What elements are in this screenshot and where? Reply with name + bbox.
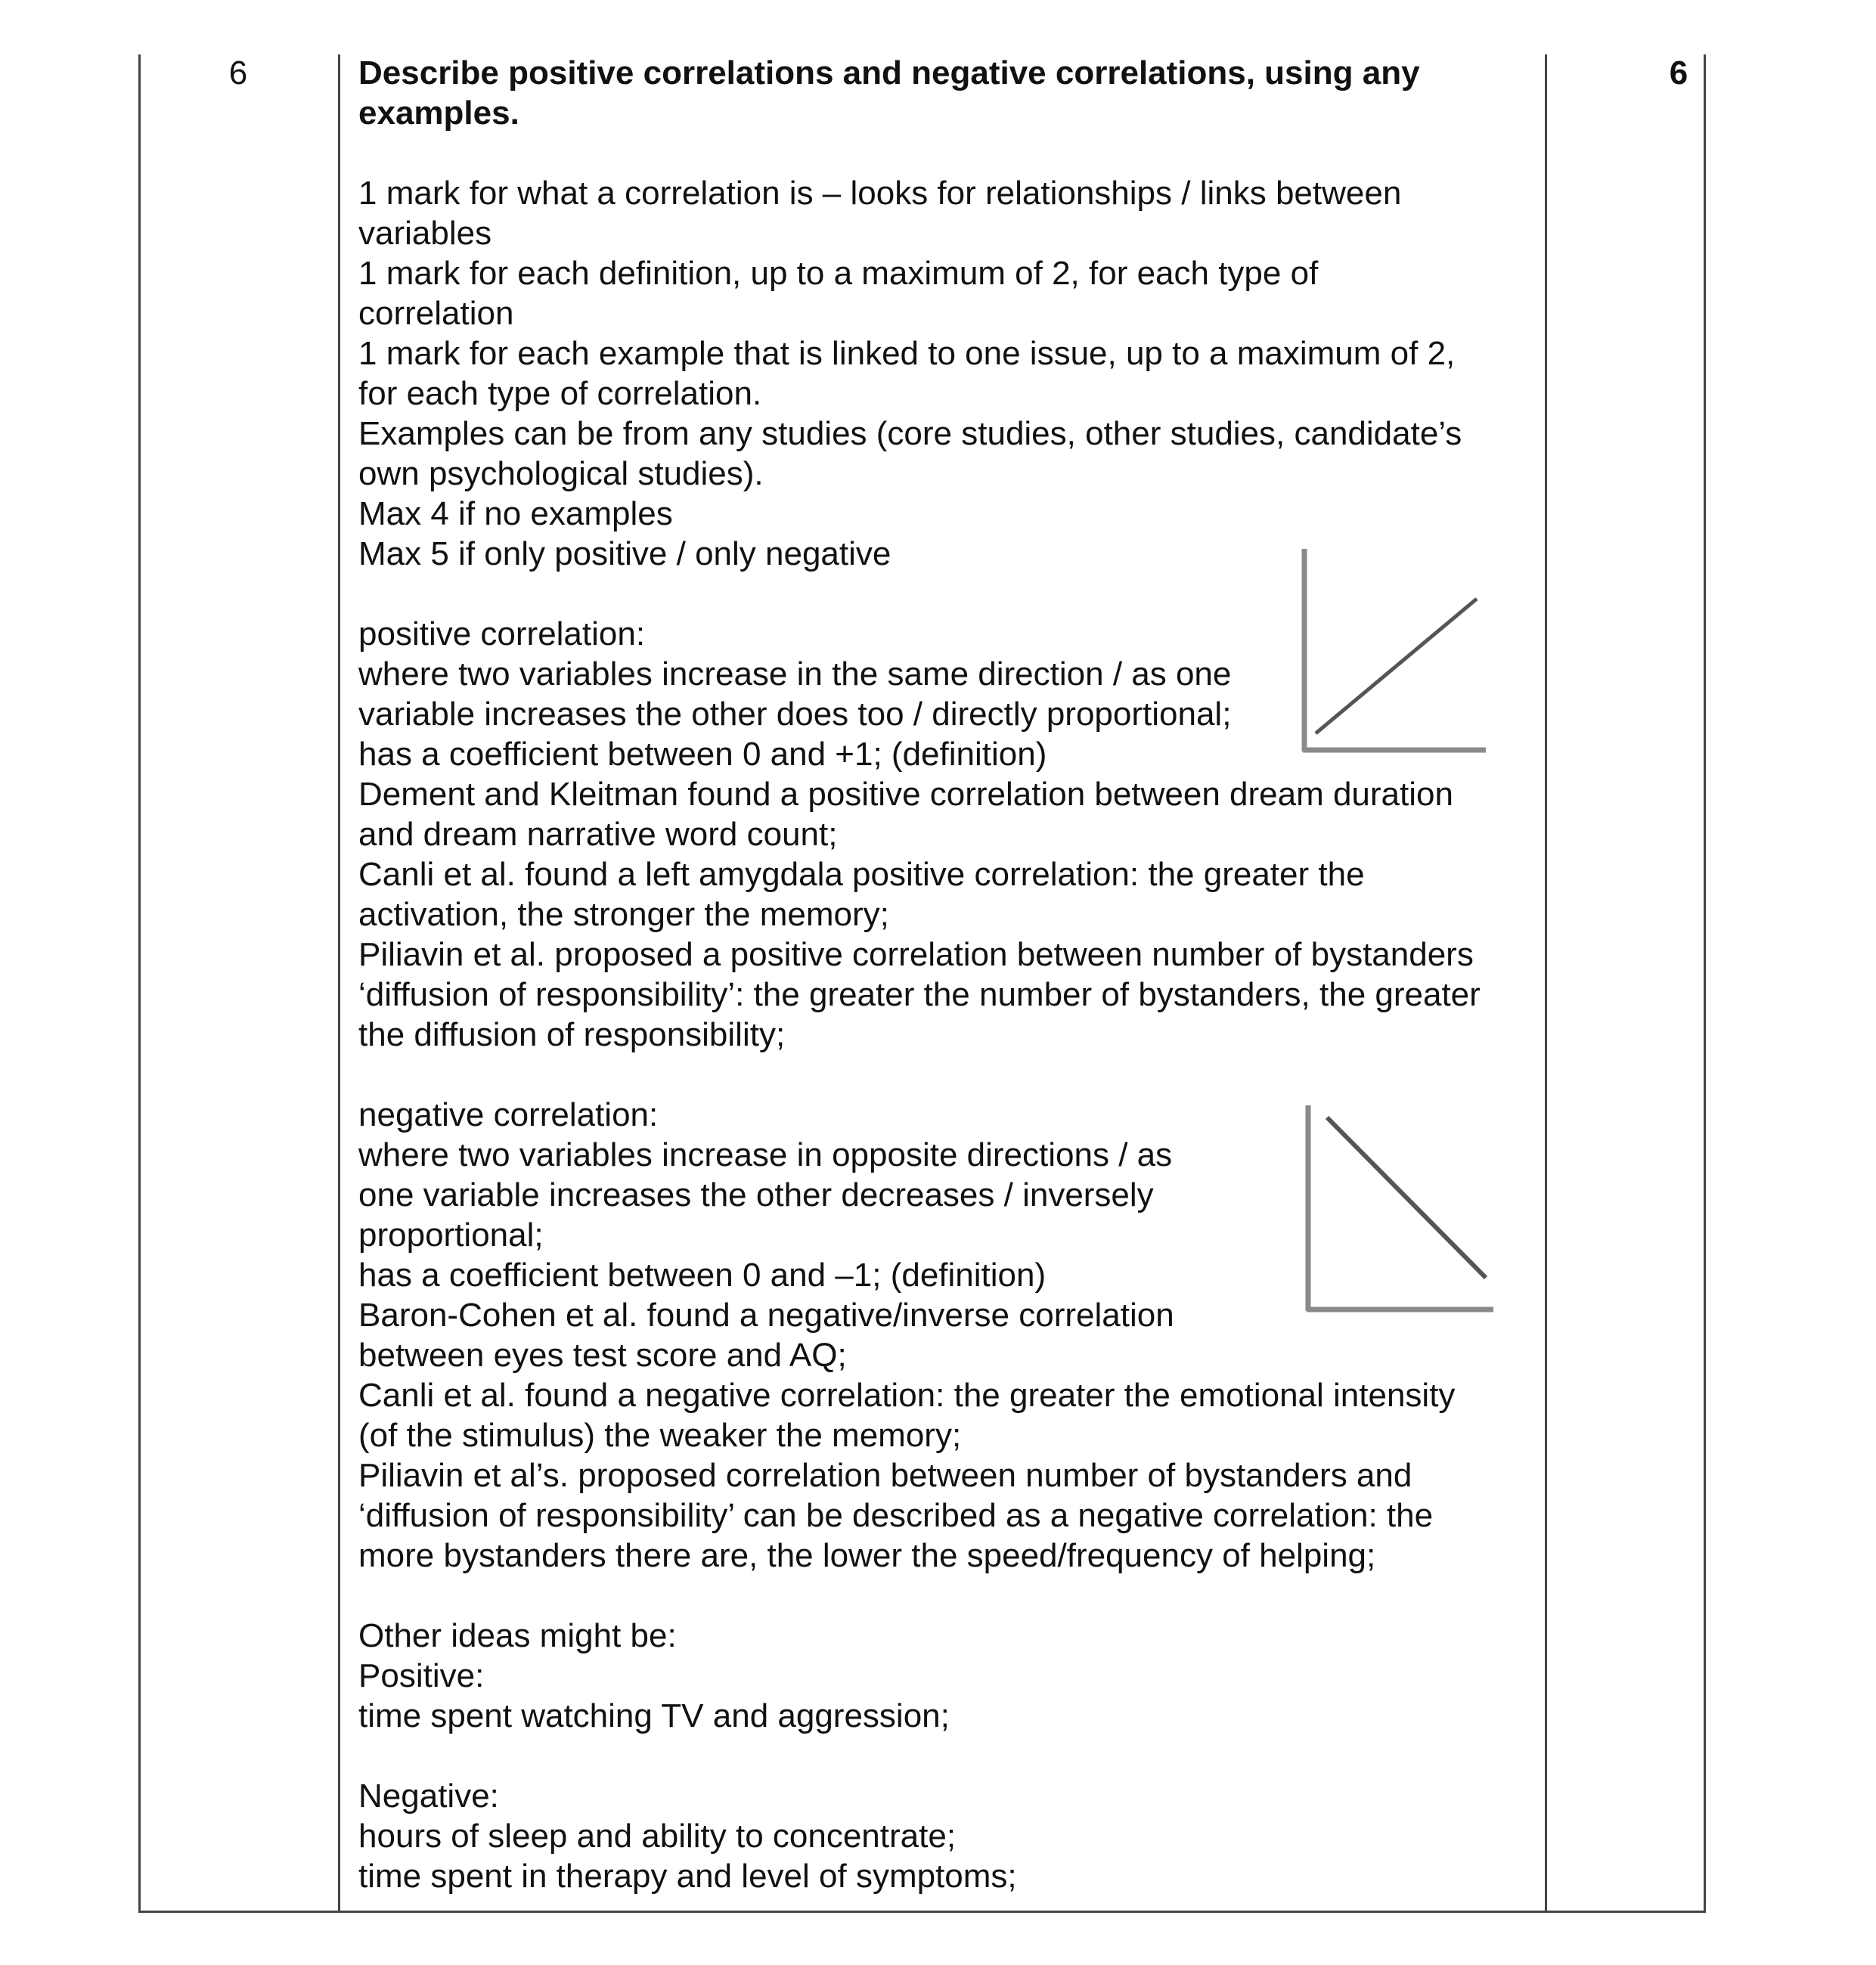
mark-scheme-line: 1 mark for each example that is linked to one issue, up to a maximum of 2,: [358, 335, 1456, 372]
table-border-bottom: [138, 1911, 1706, 1913]
negative-line: Baron-Cohen et al. found a negative/inverse correlation: [358, 1297, 1174, 1334]
positive-line: variable increases the other does too / directly proportional;: [358, 696, 1232, 733]
negative-line: proportional;: [358, 1217, 544, 1254]
question-marks: 6: [1669, 54, 1688, 91]
negative-line: ‘diffusion of responsibility’ can be described as a negative correlation: the: [358, 1497, 1434, 1534]
negative-line: Piliavin et al’s. proposed correlation between number of bystanders and: [358, 1457, 1412, 1494]
negative-line: (of the stimulus) the weaker the memory;: [358, 1417, 962, 1454]
mark-scheme-line: own psychological studies).: [358, 455, 764, 492]
negative-graph-trend-line: [1327, 1117, 1486, 1278]
positive-correlation-graph: [1297, 546, 1493, 759]
positive-graph-trend-line: [1316, 599, 1477, 733]
negative-line: where two variables increase in opposite directions / as: [358, 1136, 1173, 1173]
mark-scheme-line: correlation: [358, 295, 514, 332]
positive-line: Piliavin et al. proposed a positive correlation between number of bystanders: [358, 936, 1474, 973]
other-positive-item: time spent watching TV and aggression;: [358, 1697, 950, 1734]
negative-line: more bystanders there are, the lower the speed/frequency of helping;: [358, 1537, 1376, 1574]
mark-scheme-line: 1 mark for each definition, up to a maximum of 2, for each type of: [358, 255, 1319, 292]
negative-correlation-graph: [1301, 1102, 1497, 1314]
mark-scheme-line: for each type of correlation.: [358, 375, 762, 412]
positive-line: where two variables increase in the same direction / as one: [358, 656, 1232, 693]
table-divider-2: [1545, 54, 1547, 1913]
other-positive-label: Positive:: [358, 1657, 485, 1694]
answer-cell: [358, 53, 1538, 1896]
negative-heading: negative correlation:: [358, 1096, 659, 1133]
other-negative-label: Negative:: [358, 1777, 499, 1815]
mark-scheme-line: 1 mark for what a correlation is – looks for relationships / links between: [358, 175, 1402, 212]
other-ideas-heading: Other ideas might be:: [358, 1617, 677, 1654]
positive-line: Canli et al. found a left amygdala positive correlation: the greater the: [358, 856, 1365, 893]
table-border-right: [1704, 54, 1706, 1913]
positive-line: has a coefficient between 0 and +1; (definition): [358, 736, 1047, 773]
mark-scheme-line: Max 4 if no examples: [358, 495, 673, 532]
negative-line: one variable increases the other decreases / inversely: [358, 1176, 1154, 1213]
question-title-line: Describe positive correlations and negative correlations, using any: [358, 54, 1420, 91]
positive-line: ‘diffusion of responsibility’: the greater the number of bystanders, the greater: [358, 976, 1481, 1013]
positive-line: activation, the stronger the memory;: [358, 896, 889, 933]
question-number: 6: [228, 54, 248, 91]
negative-line: between eyes test score and AQ;: [358, 1337, 847, 1374]
mark-scheme-line: Examples can be from any studies (core studies, other studies, candidate’s: [358, 415, 1462, 452]
negative-line: Canli et al. found a negative correlation: the greater the emotional intensity: [358, 1377, 1456, 1414]
other-negative-item: time spent in therapy and level of symptoms;: [358, 1858, 1017, 1895]
positive-line: the diffusion of responsibility;: [358, 1016, 786, 1053]
mark-scheme-line: variables: [358, 215, 492, 252]
mark-scheme-line: Max 5 if only positive / only negative: [358, 535, 891, 572]
other-negative-item: hours of sleep and ability to concentrate;: [358, 1818, 957, 1855]
question-title-line: examples.: [358, 95, 519, 132]
positive-heading: positive correlation:: [358, 615, 646, 652]
positive-line: Dement and Kleitman found a positive correlation between dream duration: [358, 776, 1453, 813]
table-border-left: [138, 54, 141, 1913]
positive-line: and dream narrative word count;: [358, 816, 838, 853]
table-divider-1: [338, 54, 340, 1913]
negative-line: has a coefficient between 0 and –1; (definition): [358, 1257, 1047, 1294]
